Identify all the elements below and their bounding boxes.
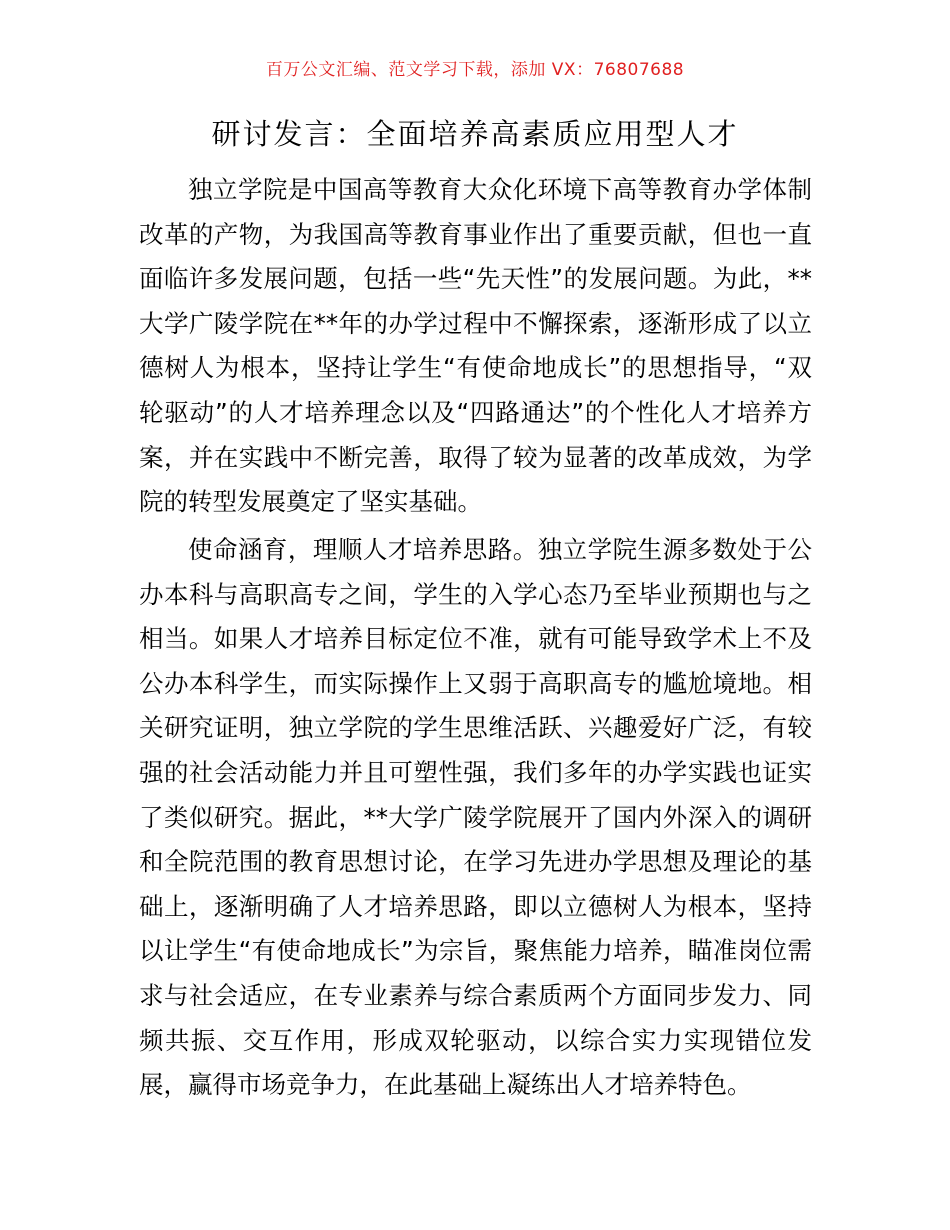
body-paragraph-1: 独立学院是中国高等教育大众化环境下高等教育办学体制改革的产物，为我国高等教育事业作出了重要贡献，但也一直面临许多发展问题，包括一些“先天性”的发展问题。为此，**大学广陵学院在**年的办学过程中不懈探索，逐渐形成了以立德树人为根本，坚持让学生“有使命地成长”的思想指导，“双轮驱动”的人才培养理念以及“四路通达”的个性化人才培养方案，并在实践中不断完善，取得了较为显著的改革成效，为学院的转型发展奠定了坚实基础。 bbox=[139, 175, 812, 517]
document-title: 研讨发言：全面培养高素质应用型人才 bbox=[211, 117, 739, 151]
header-promo-note: 百万公文汇编、范文学习下载，添加 VX：76807688 bbox=[265, 60, 685, 80]
body-paragraph-2: 使命涵育，理顺人才培养思路。独立学院生源多数处于公办本科与高职高专之间，学生的入学心态乃至毕业预期也与之相当。如果人才培养目标定位不准，就有可能导致学术上不及公办本科学生，而实际操作上又弱于高职高专的尴尬境地。相关研究证明，独立学院的学生思维活跃、兴趣爱好广泛，有较强的社会活动能力并且可塑性强，我们多年的办学实践也证实了类似研究。据此，**大学广陵学院展开了国内外深入的调研和全院范围的教育思想讨论，在学习先进办学思想及理论的基础上，逐渐明确了人才培养思路，即以立德树人为根本，坚持以让学生“有使命地成长”为宗旨，聚焦能力培养，瞄准岗位需求与社会适应，在专业素养与综合素质两个方面同步发力、同频共振、交互作用，形成双轮驱动，以综合实力实现错位发展，赢得市场竞争力，在此基础上凝练出人才培养特色。 bbox=[139, 535, 812, 1100]
